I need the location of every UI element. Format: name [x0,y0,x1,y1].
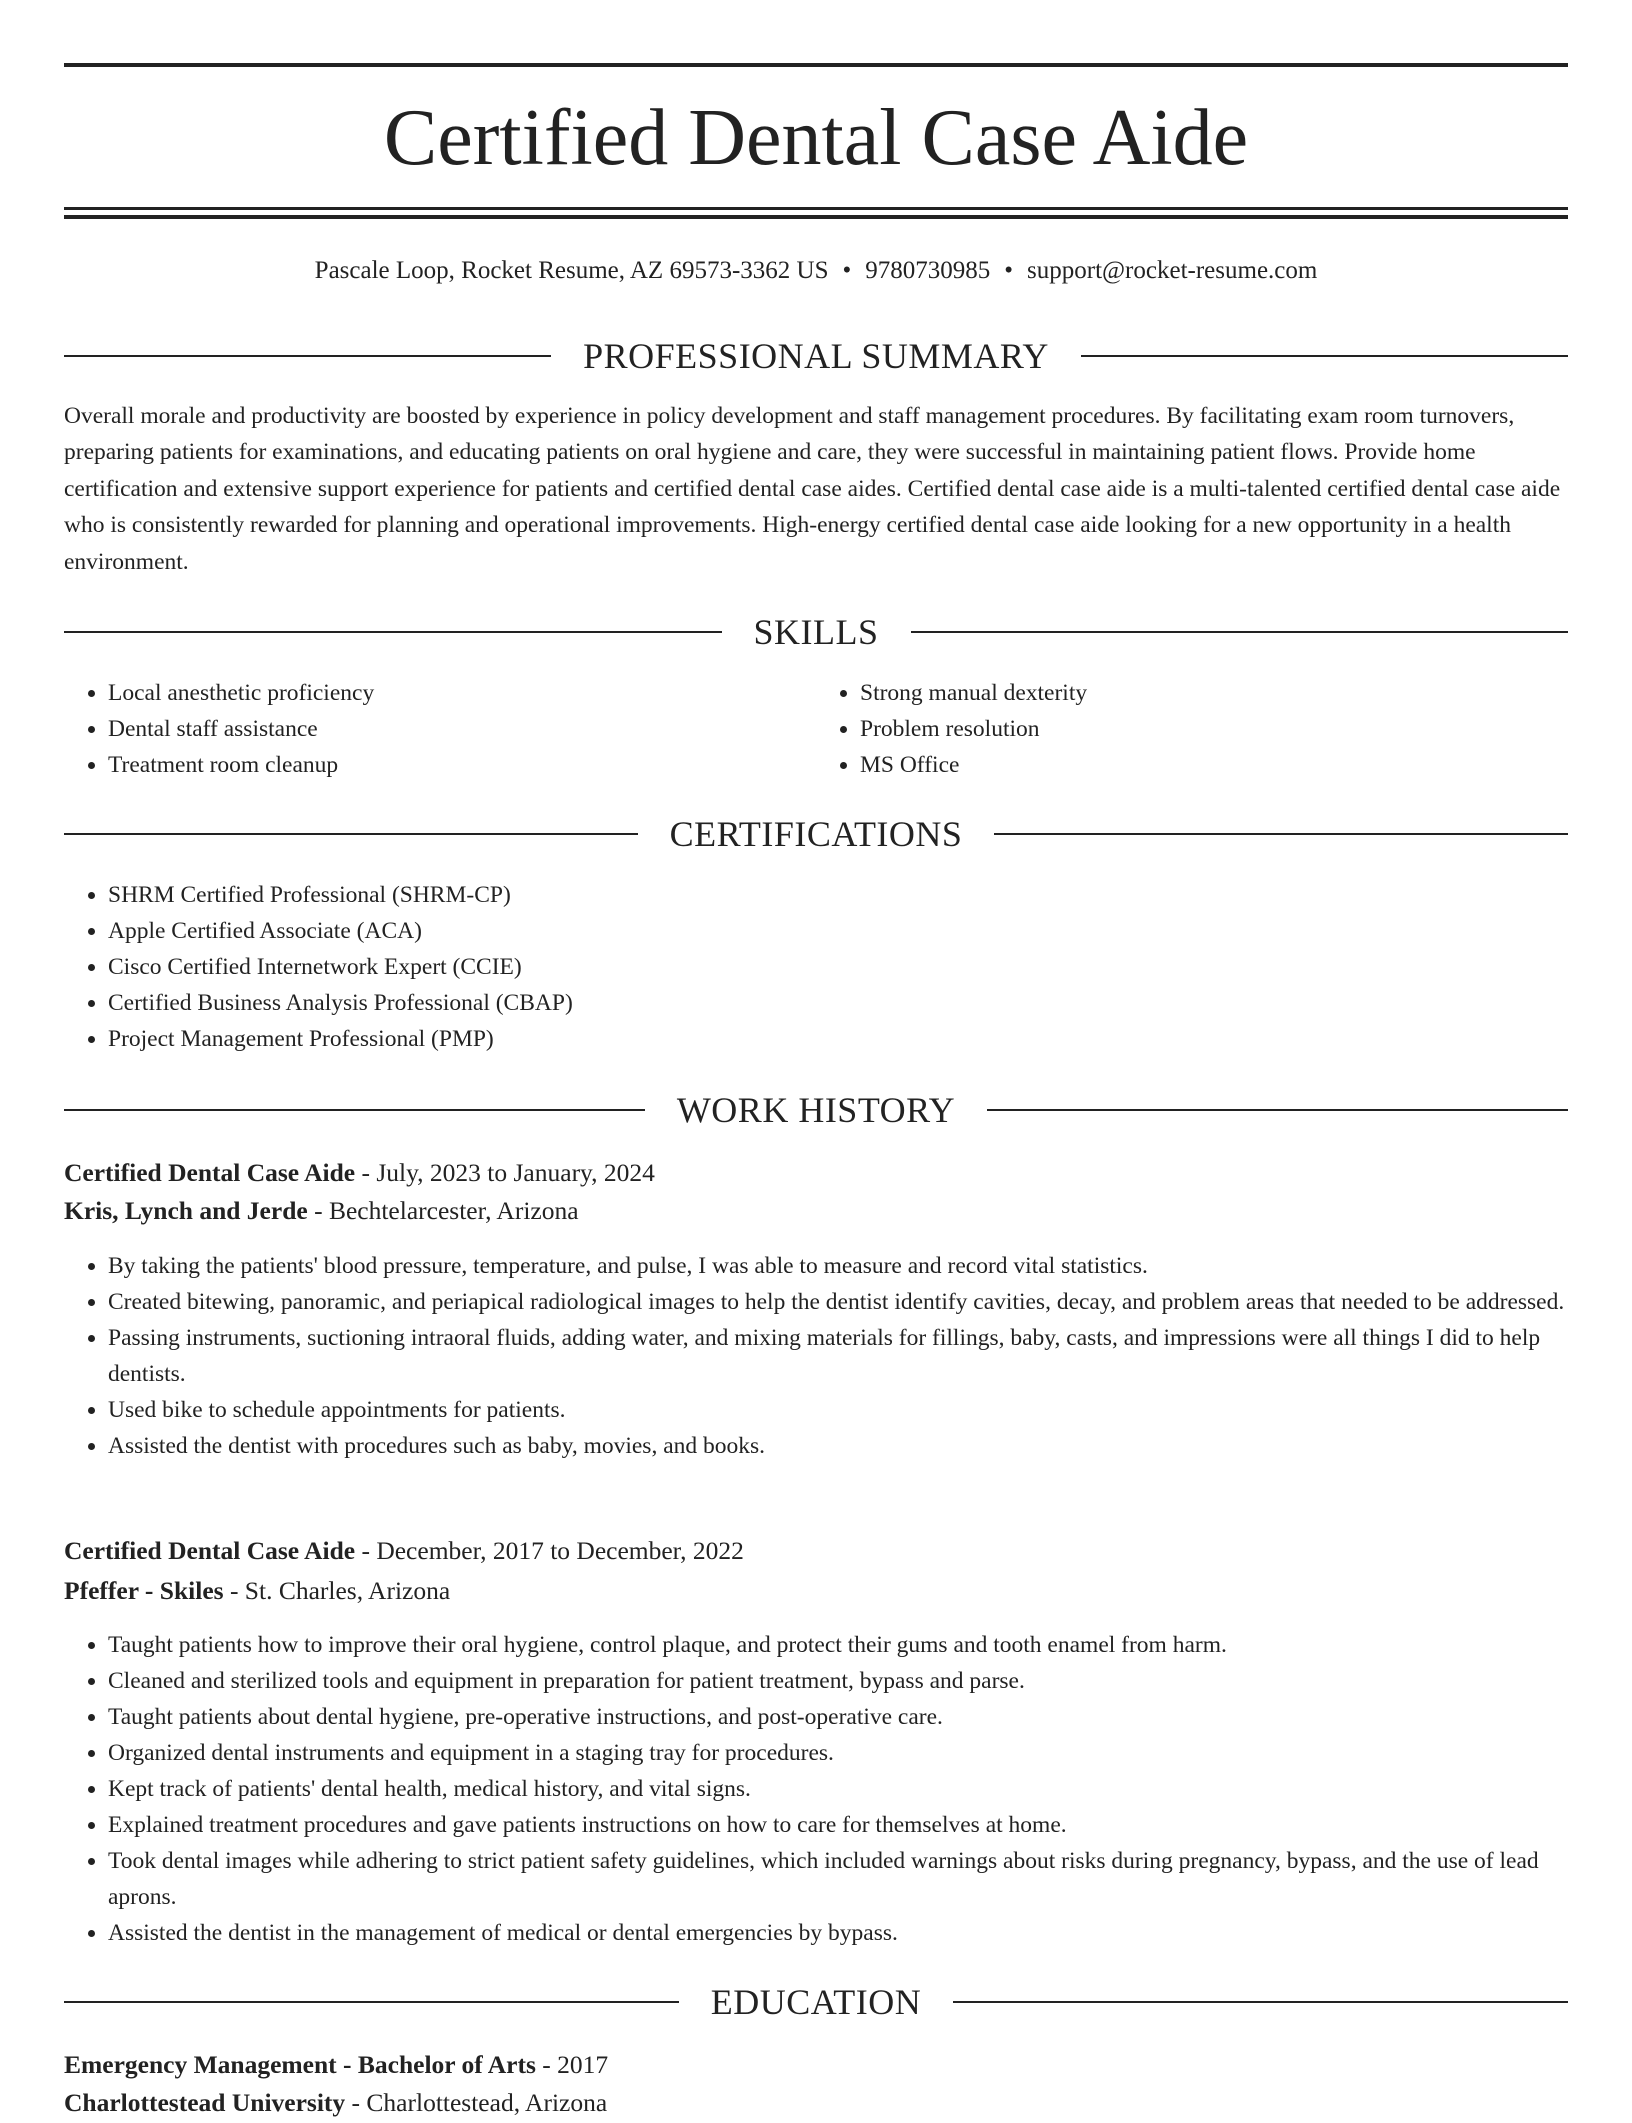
job-duty: • Cleaned and sterilized tools and equipment in preparation for patient treatment, bypass and parse. [108,1663,1568,1699]
section-heading-certifications [64,811,1568,857]
section-heading-work [64,1087,1568,1133]
job-title-line [64,1153,1568,1193]
certifications-block [64,877,1568,1057]
certification-item: • Cisco Certified Internetwork Expert (CCIE) [108,949,1568,985]
job-title: Certified Dental Case Aide [64,1536,356,1565]
job-duty: • Kept track of patients' dental health, medical history, and vital signs. [108,1771,1568,1807]
job-location: - Bechtelarcester, Arizona [307,1196,579,1225]
skill-item: • Problem resolution [860,711,1568,747]
job-duty: • Organized dental instruments and equipment in a staging tray for procedures. [108,1735,1568,1771]
contact-email: support@rocket-resume.com [1027,257,1318,284]
education-year: - 2017 [535,2050,609,2079]
heading-rule [64,833,638,835]
job-duties [64,1627,1568,1951]
section-heading-summary [64,333,1568,379]
heading-rule [64,355,551,357]
job-duties [64,1248,1568,1464]
job-duty: • Assisted the dentist with procedures such as baby, movies, and books. [108,1428,1568,1464]
summary-text: Overall morale and productivity are boosted by experience in policy development and staff management procedures. By facilitating exam room turnovers, preparing patients for examinations, and educating patients on oral hygiene and care, they were successful in maintaining patient flows. Provide home certification and extensive support experience for patients and certified dental case aides. Certified dental case aide is a multi-talented certified dental case aide who is consistently rewarded for planning and operational improvements. High-energy certified dental case aide looking for a new opportunity in a health environment. [64,403,1561,575]
job-duty: • Assisted the dentist in the management of medical or dental emergencies by bypass. [108,1915,1568,1951]
job-duty: • Explained treatment procedures and gave patients instructions on how to care for themselves at home. [108,1807,1568,1843]
resume-title: Certified Dental Case Aide [383,94,1249,182]
certification-item: • Project Management Professional (PMP) [108,1021,1568,1057]
certification-item: • Certified Business Analysis Professional (CBAP) [108,985,1568,1021]
heading-rule [1081,355,1568,357]
top-rule [64,63,1568,67]
heading-rule [994,833,1568,835]
job-duties-list [64,1248,1568,1464]
heading-rule [953,2001,1568,2003]
job-dates: - July, 2023 to January, 2024 [355,1158,655,1187]
contact-phone: 9780730985 [865,257,991,284]
section-title: CERTIFICATIONS [669,814,963,854]
job-company: Pfeffer - Skiles [64,1576,224,1605]
certification-item: • SHRM Certified Professional (SHRM-CP) [108,877,1568,913]
job-location: - St. Charles, Arizona [223,1576,451,1605]
job-duty: • Passing instruments, suctioning intraoral fluids, adding water, and mixing materials for fillings, baby, casts, and impressions were all things I did to help dentists. [108,1320,1568,1392]
skills-list-right [816,675,1568,783]
section-heading-skills [64,609,1568,655]
title-rule-lower [64,215,1568,219]
skills-columns [64,675,1568,783]
education-school-line [64,2083,1568,2123]
heading-rule [987,1109,1568,1111]
job-duty: • Taught patients how to improve their oral hygiene, control plaque, and protect their gums and tooth enamel from harm. [108,1627,1568,1663]
job-company: Kris, Lynch and Jerde [64,1196,308,1225]
skill-item: • Strong manual dexterity [860,675,1568,711]
job-duties-list [64,1627,1568,1951]
heading-rule [64,631,722,633]
job-company-line [64,1191,1568,1231]
job-duty: • By taking the patients' blood pressure, temperature, and pulse, I was able to measure and record vital statistics. [108,1248,1568,1284]
skill-item: • Dental staff assistance [108,711,816,747]
section-title: PROFESSIONAL SUMMARY [583,336,1049,376]
education-degree: Emergency Management - Bachelor of Arts [64,2050,536,2079]
section-heading-education [64,1979,1568,2025]
skill-item: • Treatment room cleanup [108,747,816,783]
education-school: Charlottestead University [64,2088,346,2117]
section-title: WORK HISTORY [676,1090,956,1130]
job-duty: • Created bitewing, panoramic, and periapical radiological images to help the dentist identify cavities, decay, and problem areas that needed to be addressed. [108,1284,1568,1320]
skills-list-left [64,675,816,783]
job-duty: • Taught patients about dental hygiene, pre-operative instructions, and post-operative care. [108,1699,1568,1735]
job-duty: • Used bike to schedule appointments for patients. [108,1392,1568,1428]
skill-item: • Local anesthetic proficiency [108,675,816,711]
contact-separator: • [1004,257,1014,284]
job-dates: - December, 2017 to December, 2022 [355,1536,744,1565]
title-rule-upper [64,207,1568,210]
education-degree-line [64,2045,1568,2085]
job-duty: • Took dental images while adhering to strict patient safety guidelines, which included warnings about risks during pregnancy, bypass, and the use of lead aprons. [108,1843,1568,1915]
certifications-list [64,877,1568,1057]
heading-rule [64,2001,679,2003]
heading-rule [911,631,1569,633]
section-title: EDUCATION [710,1982,922,2022]
contact-line [64,254,1568,288]
certification-item: • Apple Certified Associate (ACA) [108,913,1568,949]
section-title: SKILLS [753,612,879,652]
education-location: - Charlottestead, Arizona [345,2088,608,2117]
heading-rule [64,1109,645,1111]
job-company-line [64,1571,1568,1611]
job-title-line [64,1531,1568,1571]
contact-address: Pascale Loop, Rocket Resume, AZ 69573-3362 US [314,257,829,284]
skill-item: • MS Office [860,747,1568,783]
contact-separator: • [842,257,852,284]
job-title: Certified Dental Case Aide [64,1158,356,1187]
